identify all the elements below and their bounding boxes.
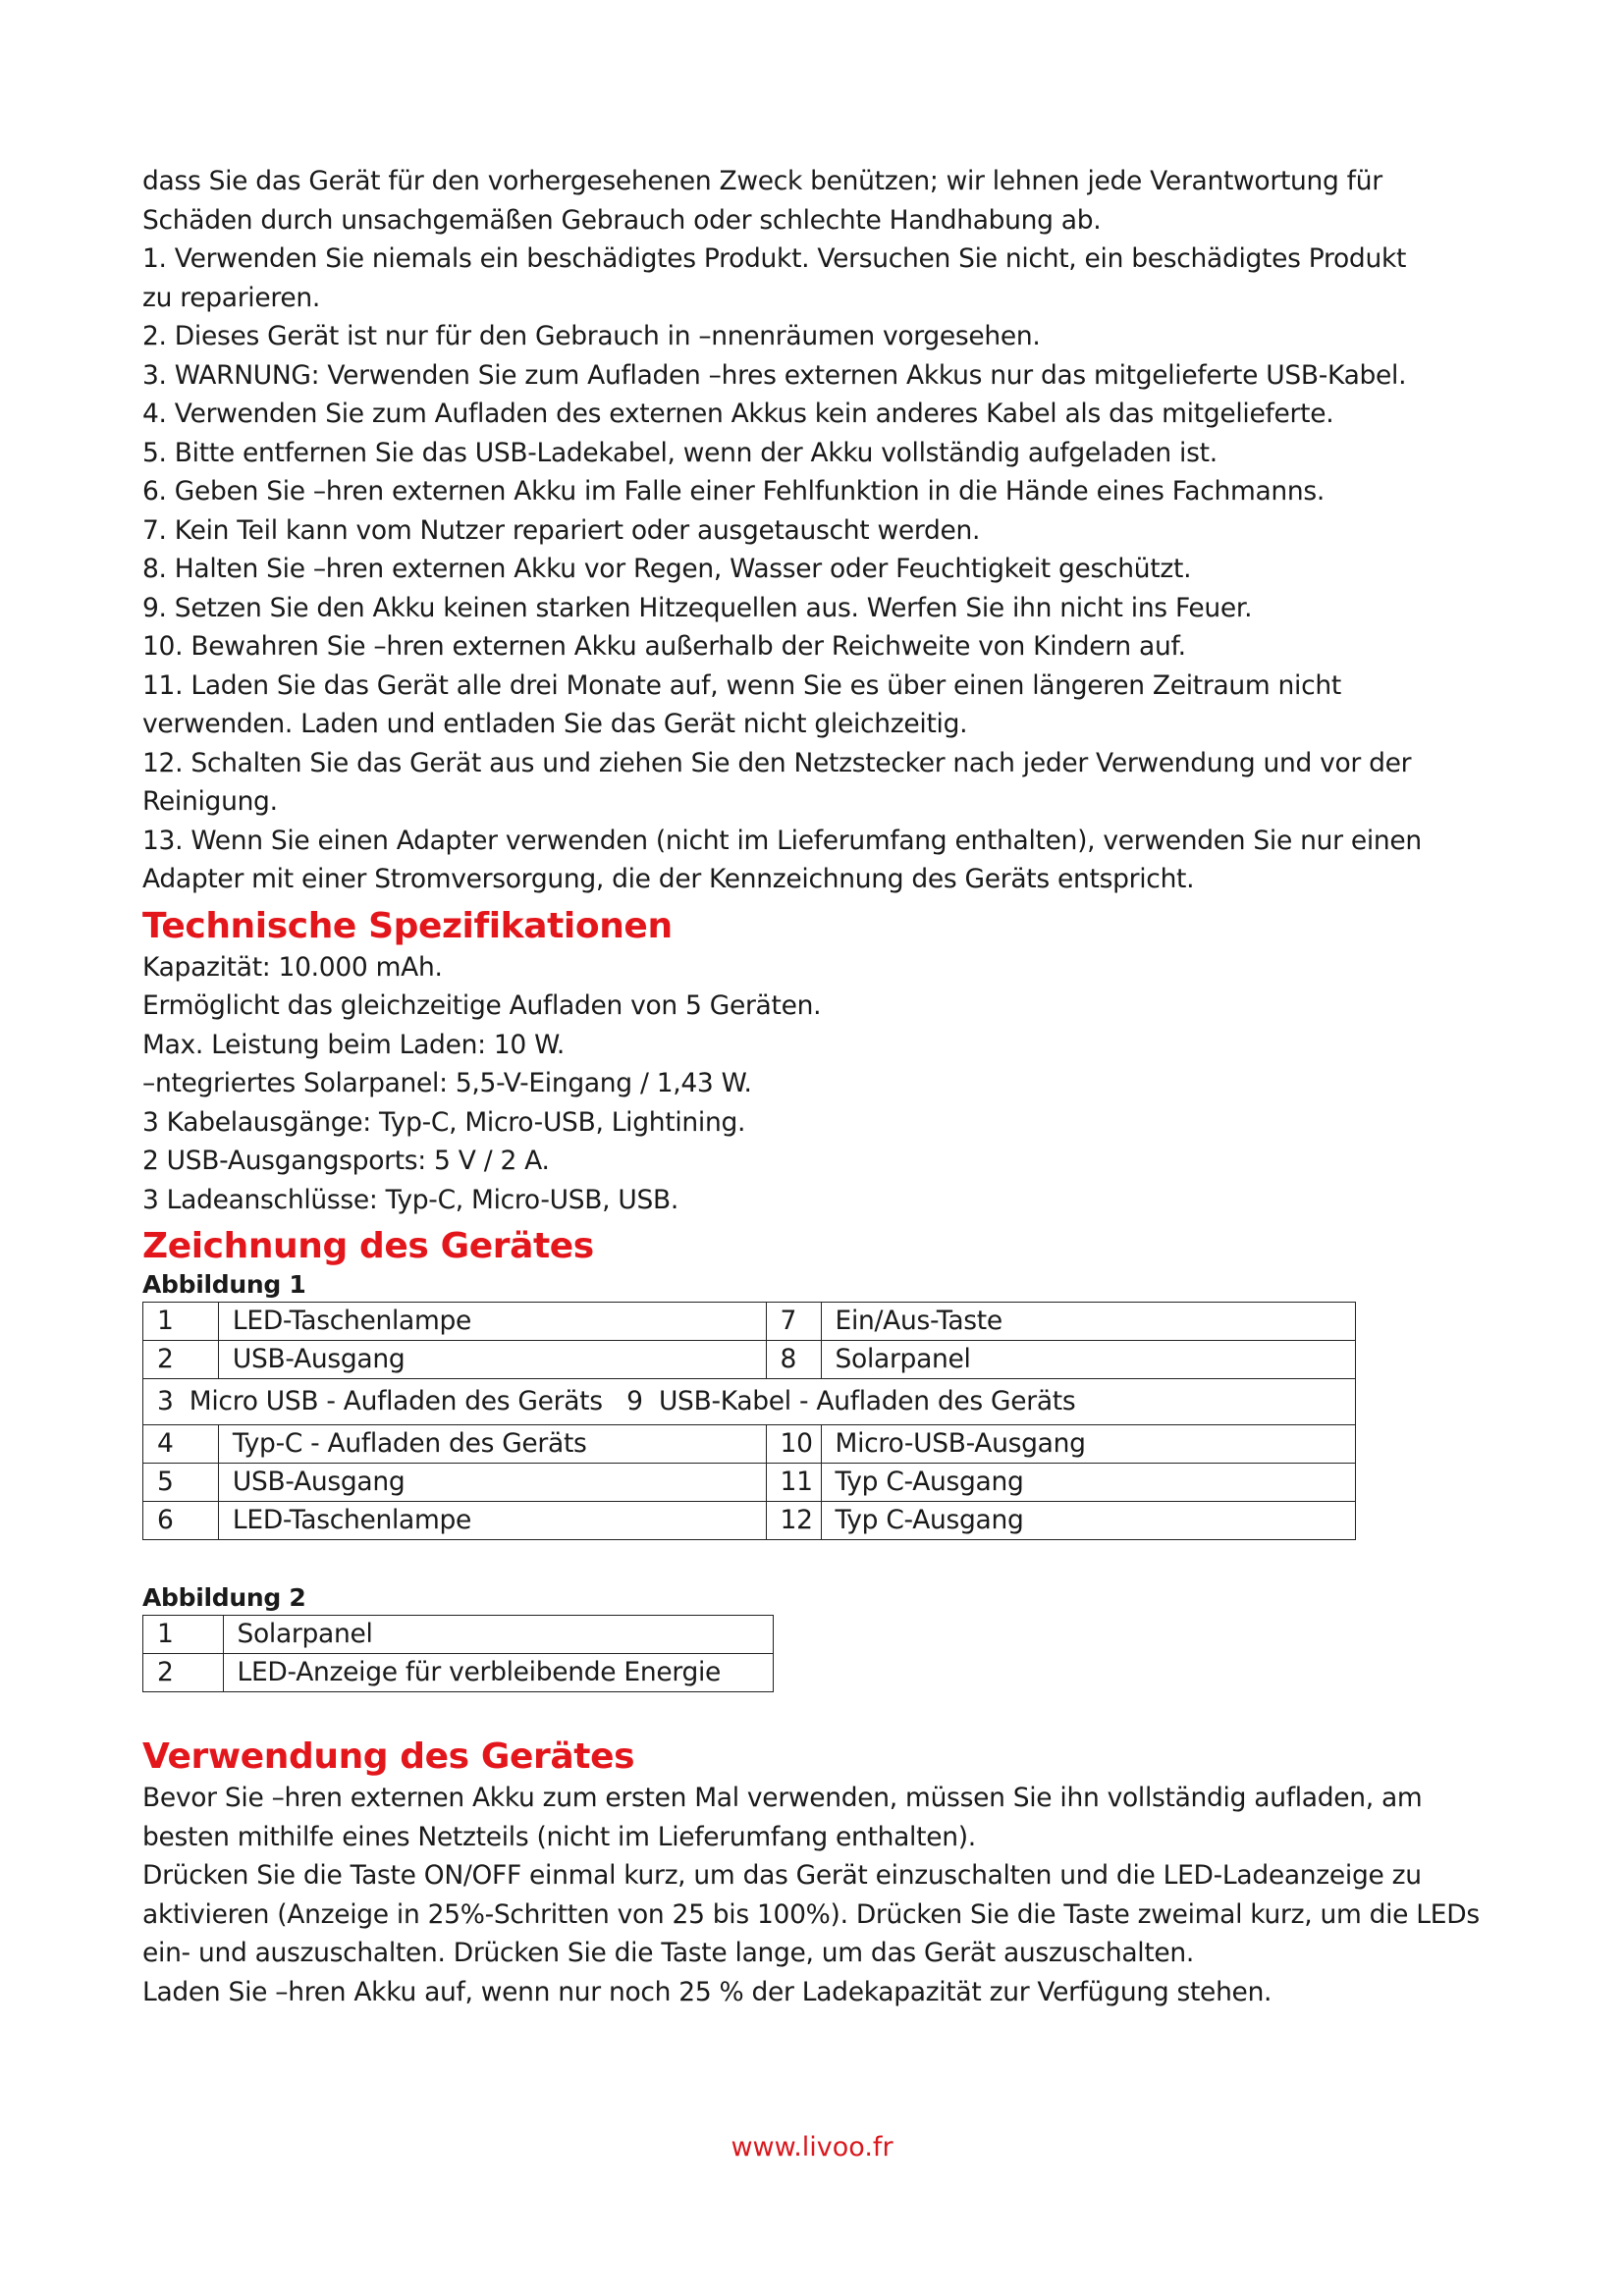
figure-1-label: Abbildung 1 <box>142 1270 306 1299</box>
text-line: 3. WARNUNG: Verwenden Sie zum Aufladen –hres externen Akkus nur das mitgelieferte USB-Kabel. <box>142 359 1407 391</box>
text-line: Drücken Sie die Taste ON/OFF einmal kurz, um das Gerät einzuschalten und die LED-Ladeanzeige zu <box>142 1860 1422 1891</box>
table-cell: Typ C-Ausgang <box>821 1502 1355 1540</box>
spec-line: 3 Kabelausgänge: Typ-C, Micro-USB, Lightining. <box>142 1106 746 1138</box>
section-heading-specs: Technische Spezifikationen <box>142 905 673 946</box>
table-row <box>143 1502 1356 1540</box>
table-cell: Typ-C - Aufladen des Geräts <box>218 1425 766 1464</box>
table-cell: 12 <box>766 1502 821 1540</box>
text-line: 1. Verwenden Sie niemals ein beschädigtes Produkt. Versuchen Sie nicht, ein beschädigtes Produkt <box>142 243 1407 274</box>
figure-2-label: Abbildung 2 <box>142 1583 306 1612</box>
text-line: 11. Laden Sie das Gerät alle drei Monate auf, wenn Sie es über einen längeren Zeitraum nicht <box>142 669 1341 701</box>
spec-line: Max. Leistung beim Laden: 10 W. <box>142 1029 566 1060</box>
text-line: Laden Sie –hren Akku auf, wenn nur noch 25 % der Ladekapazität zur Verfügung stehen. <box>142 1976 1272 2007</box>
spec-line: –ntegriertes Solarpanel: 5,5-V-Eingang / 1,43 W. <box>142 1068 752 1098</box>
text-line: 10. Bewahren Sie –hren externen Akku außerhalb der Reichweite von Kindern auf. <box>142 631 1186 662</box>
table-row <box>143 1654 774 1692</box>
table-cell: 4 <box>143 1425 219 1464</box>
safety-instructions <box>142 162 1448 899</box>
table-cell: 10 <box>766 1425 821 1464</box>
table-cell: USB-Ausgang <box>218 1341 766 1379</box>
table-row <box>143 1464 1356 1502</box>
table-cell: LED-Taschenlampe <box>218 1303 766 1341</box>
table-cell: 6 <box>143 1502 219 1540</box>
table-cell: Typ C-Ausgang <box>821 1464 1355 1502</box>
text-line: verwenden. Laden und entladen Sie das Gerät nicht gleichzeitig. <box>142 709 968 739</box>
spec-line: Kapazität: 10.000 mAh. <box>142 951 443 983</box>
text-line: Reinigung. <box>142 786 278 817</box>
section-heading-drawing: Zeichnung des Gerätes <box>142 1226 594 1266</box>
table-cell: 1 <box>143 1616 224 1654</box>
text-line: 9. Setzen Sie den Akku keinen starken Hitzequellen aus. Werfen Sie ihn nicht ins Feuer. <box>142 592 1253 623</box>
table-cell: Ein/Aus-Taste <box>821 1303 1355 1341</box>
section-heading-usage: Verwendung des Gerätes <box>142 1736 635 1777</box>
table-cell: LED-Taschenlampe <box>218 1502 766 1540</box>
text-line: 5. Bitte entfernen Sie das USB-Ladekabel, wenn der Akku vollständig aufgeladen ist. <box>142 437 1218 468</box>
text-line: 12. Schalten Sie das Gerät aus und ziehen Sie den Netzstecker nach jeder Verwendung und vor der <box>142 747 1412 778</box>
table-cell: USB-Ausgang <box>218 1464 766 1502</box>
footer-url-link[interactable]: www.livoo.fr <box>731 2132 893 2163</box>
table-row <box>143 1341 1356 1379</box>
table-cell: LED-Anzeige für verbleibende Energie <box>223 1654 774 1692</box>
table-cell: 11 <box>766 1464 821 1502</box>
text-line: 8. Halten Sie –hren externen Akku vor Regen, Wasser oder Feuchtigkeit geschützt. <box>142 554 1192 584</box>
table-cell: 8 <box>766 1341 821 1379</box>
spec-line: Ermöglicht das gleichzeitige Aufladen von 5 Geräten. <box>142 990 822 1021</box>
table-cell-merged: 3 Micro USB - Aufladen des Geräts 9 USB-Kabel - Aufladen des Geräts <box>143 1379 1356 1425</box>
text-line: 6. Geben Sie –hren externen Akku im Falle einer Fehlfunktion in die Hände eines Fachmanns. <box>142 476 1326 507</box>
usage-text <box>142 1779 1480 2011</box>
figure-1-table <box>142 1302 1356 1540</box>
spec-line: 2 USB-Ausgangsports: 5 V / 2 A. <box>142 1146 550 1176</box>
document-page <box>142 162 1480 2011</box>
table-row <box>143 1303 1356 1341</box>
table-cell: Solarpanel <box>821 1341 1355 1379</box>
table-cell: Micro-USB-Ausgang <box>821 1425 1355 1464</box>
table-cell: 7 <box>766 1303 821 1341</box>
text-line: ein- und auszuschalten. Drücken Sie die Taste lange, um das Gerät auszuschalten. <box>142 1938 1195 1968</box>
table-cell: 2 <box>143 1654 224 1692</box>
table-cell: 2 <box>143 1341 219 1379</box>
text-line: 4. Verwenden Sie zum Aufladen des externen Akkus kein anderes Kabel als das mitgelieferte. <box>142 399 1334 429</box>
text-line: Schäden durch unsachgemäßen Gebrauch oder schlechte Handhabung ab. <box>142 204 1102 236</box>
text-line: aktivieren (Anzeige in 25%-Schritten von 25 bis 100%). Drücken Sie die Taste zweimal kurz, um die LEDs <box>142 1898 1480 1930</box>
text-line: Adapter mit einer Stromversorgung, die der Kennzeichnung des Geräts entspricht. <box>142 864 1195 894</box>
text-line: dass Sie das Gerät für den vorhergesehenen Zweck benützen; wir lehnen jede Verantwortung für <box>142 166 1382 196</box>
text-line: 2. Dieses Gerät ist nur für den Gebrauch in –nnenräumen vorgesehen. <box>142 321 1041 351</box>
text-line: 13. Wenn Sie einen Adapter verwenden (nicht im Lieferumfang enthalten), verwenden Sie nur einen <box>142 825 1422 856</box>
table-row <box>143 1425 1356 1464</box>
table-cell: Solarpanel <box>223 1616 774 1654</box>
spec-line: 3 Ladeanschlüsse: Typ-C, Micro-USB, USB. <box>142 1184 678 1215</box>
specs-list <box>142 948 1448 1220</box>
text-line: Bevor Sie –hren externen Akku zum ersten Mal verwenden, müssen Sie ihn vollständig aufladen, am <box>142 1783 1423 1813</box>
text-line: zu reparieren. <box>142 282 321 313</box>
text-line: 7. Kein Teil kann vom Nutzer repariert oder ausgetauscht werden. <box>142 514 981 546</box>
table-row-merged <box>143 1379 1356 1425</box>
text-line: besten mithilfe eines Netzteils (nicht im Lieferumfang enthalten). <box>142 1821 976 1852</box>
table-cell: 1 <box>143 1303 219 1341</box>
table-row <box>143 1616 774 1654</box>
figure-2-table <box>142 1615 774 1692</box>
table-cell: 5 <box>143 1464 219 1502</box>
